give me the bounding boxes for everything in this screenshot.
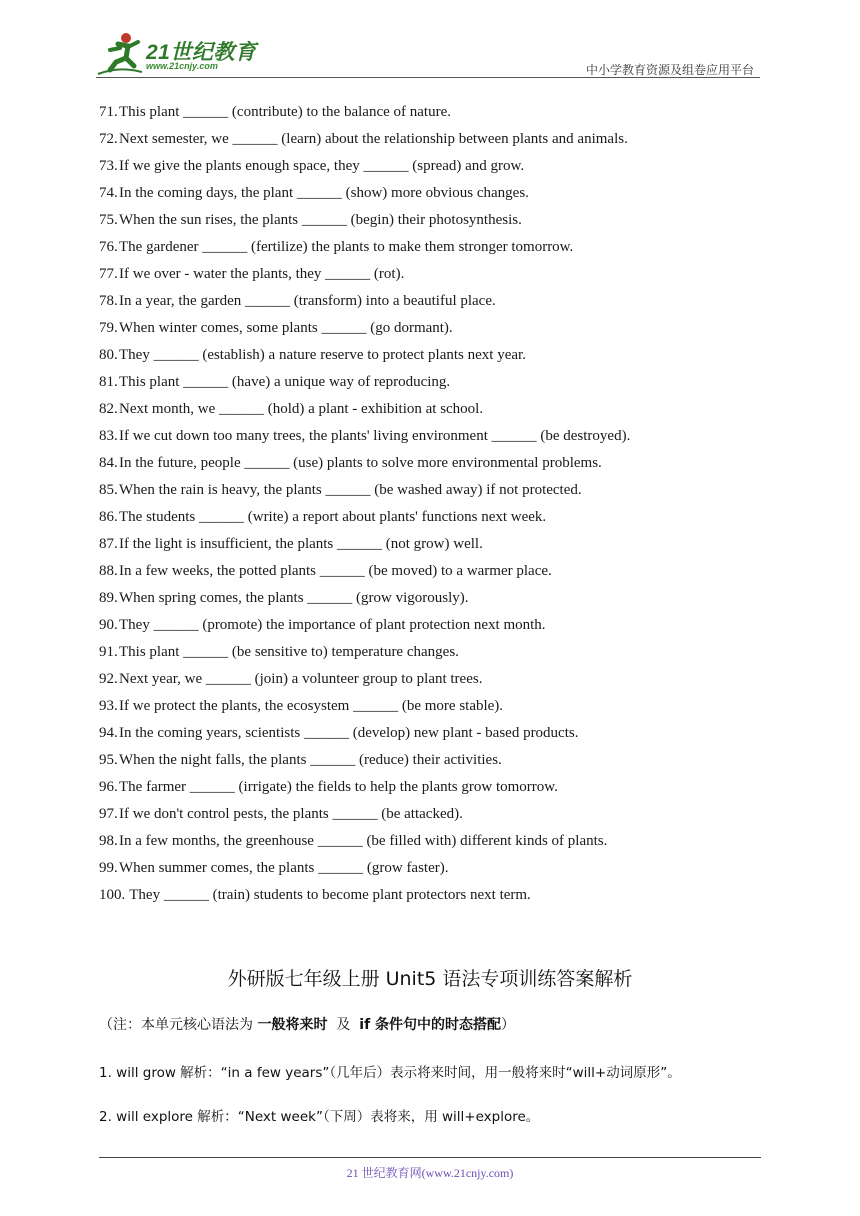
question-number: 76.: [99, 239, 118, 255]
question-number: 85.: [99, 482, 118, 498]
platform-name: 中小学教育资源及组卷应用平台: [585, 63, 754, 77]
question-number: 72.: [99, 131, 118, 147]
question-number: 90.: [99, 617, 118, 633]
question-text: In the coming days, the plant ______ (show) more obvious changes.: [119, 185, 529, 201]
question-number: 83.: [99, 428, 118, 444]
question-number: 97.: [99, 806, 118, 822]
question-item: [99, 317, 759, 344]
question-number: 74.: [99, 185, 118, 201]
question-text: In a few weeks, the potted plants ______ (be moved) to a warmer place.: [119, 563, 552, 579]
question-item: [99, 128, 759, 155]
header-divider: [96, 77, 760, 78]
question-number: 94.: [99, 725, 118, 741]
question-item: [99, 776, 759, 803]
question-text: When spring comes, the plants ______ (grow vigorously).: [119, 590, 469, 606]
question-number: 87.: [99, 536, 118, 552]
question-number: 75.: [99, 212, 118, 228]
question-number: 100.: [99, 887, 126, 903]
question-text: If we protect the plants, the ecosystem ______ (be more stable).: [119, 698, 504, 714]
question-item: [99, 722, 759, 749]
question-item: [99, 884, 759, 911]
question-number: 84.: [99, 455, 118, 471]
question-text: If we over - water the plants, they ______ (rot).: [119, 266, 405, 282]
question-text: Next month, we ______ (hold) a plant - exhibition at school.: [119, 401, 484, 417]
runner-logo-icon: [96, 30, 144, 76]
question-item: [99, 560, 759, 587]
question-number: 80.: [99, 347, 118, 363]
question-text: When the rain is heavy, the plants ______ (be washed away) if not protected.: [119, 482, 582, 498]
question-number: 86.: [99, 509, 118, 525]
question-text: If we cut down too many trees, the plants' living environment ______ (be destroyed).: [119, 428, 631, 444]
question-item: [99, 533, 759, 560]
question-item: [99, 695, 759, 722]
question-number: 98.: [99, 833, 118, 849]
question-item: [99, 398, 759, 425]
question-text: They ______ (train) students to become plant protectors next term.: [129, 887, 531, 903]
question-item: [99, 803, 759, 830]
question-number: 81.: [99, 374, 118, 390]
question-text: They ______ (establish) a nature reserve to protect plants next year.: [119, 347, 526, 363]
question-text: If the light is insufficient, the plants ______ (not grow) well.: [119, 536, 483, 552]
question-item: [99, 344, 759, 371]
question-item: [99, 749, 759, 776]
question-number: 96.: [99, 779, 118, 795]
question-text: Next year, we ______ (join) a volunteer group to plant trees.: [119, 671, 483, 687]
question-item: [99, 830, 759, 857]
question-text: If we don't control pests, the plants ______ (be attacked).: [119, 806, 463, 822]
question-item: [99, 290, 759, 317]
logo-text: 21世纪教育: [146, 41, 257, 64]
question-text: In the coming years, scientists ______ (develop) new plant - based products.: [119, 725, 579, 741]
answer-item: 1. will grow 解析：“in a few years”（几年后）表示将来时间，用一般将来时“will+动词原形”。: [99, 1065, 681, 1081]
question-number: 95.: [99, 752, 118, 768]
question-number: 73.: [99, 158, 118, 174]
footer-divider: [99, 1157, 761, 1158]
question-number: 89.: [99, 590, 118, 606]
question-item: [99, 668, 759, 695]
question-item: [99, 425, 759, 452]
question-list: [99, 101, 759, 911]
question-number: 99.: [99, 860, 118, 876]
question-item: [99, 641, 759, 668]
question-text: This plant ______ (have) a unique way of reproducing.: [119, 374, 451, 390]
question-text: They ______ (promote) the importance of plant protection next month.: [119, 617, 546, 633]
question-item: [99, 155, 759, 182]
question-item: [99, 371, 759, 398]
question-number: 71.: [99, 104, 118, 120]
question-number: 92.: [99, 671, 118, 687]
question-item: [99, 101, 759, 128]
question-item: [99, 479, 759, 506]
question-item: [99, 506, 759, 533]
question-item: [99, 614, 759, 641]
question-number: 78.: [99, 293, 118, 309]
question-number: 77.: [99, 266, 118, 282]
question-item: [99, 182, 759, 209]
question-text: In a year, the garden ______ (transform) into a beautiful place.: [119, 293, 496, 309]
logo: [96, 30, 276, 78]
question-item: [99, 209, 759, 236]
question-text: The students ______ (write) a report about plants' functions next week.: [119, 509, 547, 525]
grammar-note: （注：本单元核心语法为 一般将来时 及 if 条件句中的时态搭配）: [99, 1017, 516, 1033]
question-text: When winter comes, some plants ______ (go dormant).: [119, 320, 453, 336]
question-text: In a few months, the greenhouse ______ (be filled with) different kinds of plants.: [119, 833, 608, 849]
question-number: 91.: [99, 644, 118, 660]
question-item: [99, 857, 759, 884]
question-number: 88.: [99, 563, 118, 579]
question-text: The farmer ______ (irrigate) the fields to help the plants grow tomorrow.: [119, 779, 558, 795]
logo-url: www.21cnjy.com: [146, 61, 218, 71]
footer-text: 21 世纪教育网(www.21cnjy.com): [346, 1166, 514, 1180]
question-item: [99, 236, 759, 263]
question-text: In the future, people ______ (use) plants to solve more environmental problems.: [119, 455, 602, 471]
question-item: [99, 587, 759, 614]
question-text: This plant ______ (be sensitive to) temperature changes.: [119, 644, 459, 660]
question-text: This plant ______ (contribute) to the balance of nature.: [119, 104, 451, 120]
question-number: 93.: [99, 698, 118, 714]
page-header: [96, 30, 760, 80]
question-number: 79.: [99, 320, 118, 336]
question-text: Next semester, we ______ (learn) about the relationship between plants and animals.: [119, 131, 628, 147]
question-item: [99, 452, 759, 479]
question-text: If we give the plants enough space, they ______ (spread) and grow.: [119, 158, 525, 174]
question-number: 82.: [99, 401, 118, 417]
question-text: When the sun rises, the plants ______ (begin) their photosynthesis.: [119, 212, 522, 228]
answers-title: 外研版七年级上册 Unit5 语法专项训练答案解析: [227, 968, 633, 990]
question-text: The gardener ______ (fertilize) the plants to make them stronger tomorrow.: [119, 239, 574, 255]
question-text: When summer comes, the plants ______ (grow faster).: [119, 860, 449, 876]
answer-item: 2. will explore 解析：“Next week”（下周）表将来，用 will+explore。: [99, 1109, 540, 1125]
question-item: [99, 263, 759, 290]
question-text: When the night falls, the plants ______ (reduce) their activities.: [119, 752, 502, 768]
